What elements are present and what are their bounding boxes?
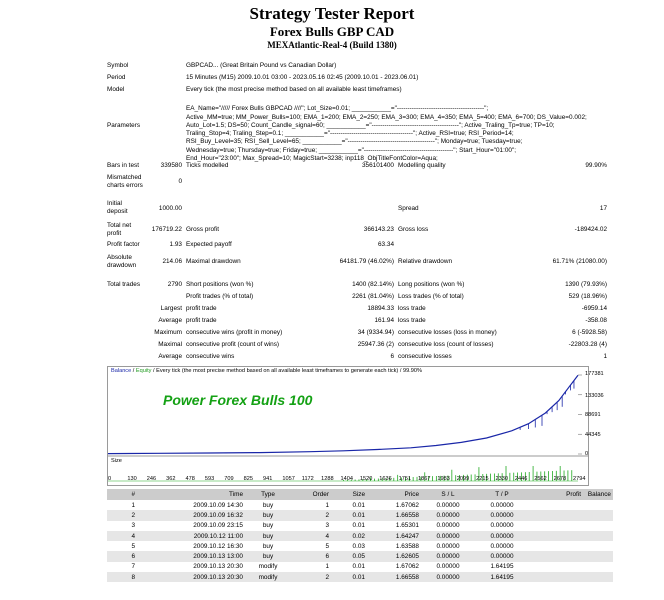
maximal-consec-loss-label: consecutive loss (count of losses)	[398, 341, 494, 348]
cell-size: 0.05	[331, 551, 367, 561]
cell-balance	[583, 541, 613, 551]
cell-time: 2009.10.13 20:30	[137, 572, 245, 582]
cell-size: 0.01	[352, 522, 365, 530]
x-tick-label: 1057	[282, 476, 295, 482]
profitfactor-label: Profit factor	[107, 241, 140, 248]
x-tick-label: 1520	[359, 476, 373, 482]
cell-balance	[583, 531, 613, 541]
parameters-line: Auto_Lot=1.5; DS=50; Count_Candle_signal=60; ___________="-----------------------------------------"; Active_Traling_Tp=true; TP=10;	[186, 121, 555, 129]
x-tick-label: 1751	[398, 476, 412, 482]
orders-table-body	[107, 500, 613, 582]
x-tick-label: 478	[185, 476, 195, 482]
col-header-type: Type	[245, 489, 291, 500]
parameters-value	[186, 97, 587, 172]
absdd-value: 214.06	[162, 258, 182, 265]
parameters-line: EA_Name="///// Forex Bulls GBPCAD ////"; Lot_Size=0.01; ___________="-----------------------------------------";	[186, 105, 489, 113]
average-loss-label: loss trade	[398, 317, 426, 324]
chart-legend	[111, 368, 422, 374]
deposit-value: 1000.00	[158, 205, 182, 212]
cell-tp: 1.64195	[475, 572, 529, 582]
table-row	[107, 541, 613, 551]
largest-profit-value: 18894.33	[367, 305, 394, 312]
mismatch-label-2: charts errors	[107, 182, 143, 189]
cell-price: 1.65301	[395, 522, 419, 530]
cell-sl: 0.00000	[436, 542, 460, 550]
reldd-label: Relative drawdown	[398, 258, 452, 265]
cell-order: 1	[325, 563, 329, 571]
cell-size: 0.02	[331, 531, 367, 541]
cell-profit	[529, 510, 583, 520]
cell-time: 2009.10.12 11:00	[137, 531, 245, 541]
x-tick-label: 1636	[379, 476, 392, 482]
col-header-sl: S / L	[421, 489, 475, 500]
cell-tp: 1.64195	[490, 563, 514, 571]
max-consec-losses-label: consecutive losses (loss in money)	[398, 329, 497, 336]
expectedpayoff-value: 63.34	[378, 241, 394, 248]
cell-sl: 0.00000	[421, 531, 475, 541]
mismatch-value: 0	[178, 178, 182, 185]
x-tick-label: 2446	[514, 476, 528, 482]
x-tick-label: 0	[108, 476, 112, 482]
size-label: Size	[111, 458, 122, 464]
cell-tp: 0.00000	[475, 531, 529, 541]
x-tick-label: 1288	[321, 476, 334, 482]
y-tick-label: 133036	[585, 393, 604, 399]
col-header-profit: Profit	[529, 489, 583, 500]
cell-price: 1.66558	[367, 572, 421, 582]
table-row	[107, 521, 613, 531]
profitfactor-value: 1.93	[169, 241, 182, 248]
period-value: 15 Minutes (M15) 2009.10.01 03:00 - 2023.05.16 02:45 (2009.10.01 - 2023.06.01)	[186, 74, 419, 81]
cell-balance	[583, 572, 613, 582]
x-tick-label: 2562	[534, 476, 547, 482]
x-tick-label: 2794	[573, 476, 586, 482]
largest-label: Largest	[160, 305, 182, 312]
maxdd-value: 64181.79 (46.02%)	[339, 258, 394, 265]
expectedpayoff-label: Expected payoff	[186, 241, 232, 248]
cell-profit	[529, 551, 583, 561]
model-value: Every tick (the most precise method based on all available least timeframes)	[186, 86, 402, 93]
y-tick-label: 88691	[585, 412, 601, 418]
cell-price: 1.67062	[395, 563, 419, 571]
table-row	[107, 510, 613, 520]
cell-type: buy	[262, 501, 274, 509]
cell-sl: 0.00000	[436, 522, 460, 530]
long-value: 1390 (79.93%)	[565, 281, 607, 288]
cell-sl: 0.00000	[421, 510, 475, 520]
average-loss-value: -358.08	[585, 317, 607, 324]
cell-price: 1.63588	[395, 542, 419, 550]
cell-sl: 0.00000	[436, 501, 460, 509]
netprofit-value: 176719.22	[151, 226, 182, 233]
symbol-value: GBPCAD... (Great Britain Pound vs Canadian Dollar)	[186, 62, 337, 69]
legend-separator: /	[131, 368, 136, 374]
cell-num: 3	[131, 522, 135, 530]
table-row	[107, 500, 613, 510]
cell-size: 0.01	[331, 510, 367, 520]
parameters-line: End_Hour="23:00"; Max_Spread=10; MagicStart=3238; inp118_ObjTitleFontColor=Aqua;	[186, 155, 438, 163]
cell-sl: 0.00000	[421, 551, 475, 561]
largest-profit-label: profit trade	[186, 305, 217, 312]
table-row	[107, 562, 613, 572]
x-tick-label: 362	[166, 476, 176, 482]
cell-price: 1.67062	[395, 501, 419, 509]
cell-time: 2009.10.09 23:15	[193, 522, 243, 530]
avg-consec-wins-value: 6	[390, 353, 394, 360]
largest-loss-label: loss trade	[398, 305, 426, 312]
cell-balance	[583, 521, 613, 531]
parameters-line: RSI_Buy_Level=35; RSI_Sell_Level=65; ___________="-----------------------------------------"; Monday=true; Tuesday=true;	[186, 138, 523, 146]
cell-order: 4	[291, 531, 331, 541]
col-header-size: Size	[331, 489, 367, 500]
maximal-consec-loss-value: -22803.28 (4)	[568, 341, 607, 348]
cell-profit	[529, 562, 583, 572]
cell-tp: 0.00000	[490, 542, 514, 550]
avg-consec-losses-value: 1	[603, 353, 607, 360]
report-subtitle: Forex Bulls GBP CAD	[269, 24, 395, 39]
cell-balance	[583, 551, 613, 561]
y-tick-label: 0	[585, 451, 589, 457]
legend-balance: Balance	[111, 368, 132, 374]
cell-order: 2	[291, 510, 331, 520]
cell-time: 2009.10.13 20:30	[193, 563, 243, 571]
cell-tp: 0.00000	[490, 522, 514, 530]
cell-type: buy	[245, 531, 291, 541]
cell-order: 3	[325, 522, 329, 530]
period-label: Period	[107, 74, 126, 81]
quality-value: 99.90%	[585, 162, 607, 169]
col-header-price: Price	[367, 489, 421, 500]
table-header-row	[107, 489, 613, 500]
col-header-num: #	[107, 489, 137, 500]
x-tick-label: 1404	[340, 476, 353, 482]
cell-profit	[529, 541, 583, 551]
maxdd-label: Maximal drawdown	[186, 258, 241, 265]
grossloss-value: -189424.02	[574, 226, 607, 233]
reldd-value: 61.71% (21080.00)	[552, 258, 607, 265]
col-header-order: Order	[291, 489, 331, 500]
y-tick-label: 44345	[585, 432, 601, 438]
cell-profit	[529, 521, 583, 531]
cell-type: buy	[262, 542, 274, 550]
x-tick-label: 941	[263, 476, 273, 482]
bars-label: Bars in test	[107, 162, 139, 169]
profittrades-value: 2261 (81.04%)	[352, 293, 394, 300]
cell-profit	[529, 572, 583, 582]
table-row	[107, 531, 613, 541]
x-tick-label: 1983	[437, 476, 450, 482]
balance-chart-svg	[108, 367, 588, 485]
cell-order: 6	[291, 551, 331, 561]
netprofit-label: Total net	[107, 222, 132, 229]
cell-time: 2009.10.09 16:32	[137, 510, 245, 520]
cell-balance	[583, 500, 613, 510]
cell-price: 1.64247	[367, 531, 421, 541]
cell-time: 2009.10.13 13:00	[137, 551, 245, 561]
parameters-label: Parameters	[107, 122, 141, 129]
largest-loss-value: -6959.14	[581, 305, 607, 312]
cell-num: 2	[107, 510, 137, 520]
average-label: Average	[158, 317, 182, 324]
parameters-line: Wednesday=true; Thursday=true; Friday=true; ___________="------------------------------------------"; Start_Hour="01:00";	[186, 146, 517, 154]
parameters-line: Active_MM=true; MM_Power_Bulls=100; EMA_1=200; EMA_2=250; EMA_3=300; EMA_4=350; EMA_5=400; EMA_6=700; DS_Value=0.002;	[186, 113, 587, 121]
cell-tp: 0.00000	[490, 501, 514, 509]
x-tick-label: 2678	[553, 476, 567, 482]
maximal-consec-profit-label: consecutive profit (count of wins)	[186, 341, 280, 348]
losstrades-value: 529 (18.96%)	[568, 293, 607, 300]
spread-label: Spread	[398, 205, 419, 212]
x-tick-label: 709	[224, 476, 234, 482]
quality-label: Modelling quality	[398, 162, 446, 169]
max-consec-wins-label: consecutive wins (profit in money)	[186, 329, 283, 336]
deposit-label: Initial	[107, 200, 122, 207]
cell-type: buy	[245, 510, 291, 520]
cell-order: 5	[325, 542, 329, 550]
cell-price: 1.62605	[367, 551, 421, 561]
cell-sl: 0.00000	[421, 572, 475, 582]
cell-order: 2	[291, 572, 331, 582]
cell-num: 8	[107, 572, 137, 582]
short-value: 1400 (82.14%)	[352, 281, 394, 288]
ticks-value: 356101400	[362, 162, 394, 169]
totaltrades-label: Total trades	[107, 281, 141, 288]
average-profit-label: profit trade	[186, 317, 217, 324]
balance-chart	[107, 366, 604, 486]
average2-label: Average	[158, 353, 182, 360]
average-profit-value: 161.94	[374, 317, 394, 324]
cell-time: 2009.10.12 16:30	[193, 542, 243, 550]
legend-equity: Equity	[135, 368, 152, 374]
x-tick-label: 825	[243, 476, 253, 482]
maximal-label: Maximal	[158, 341, 182, 348]
max-consec-wins-value: 34 (9334.94)	[357, 329, 394, 336]
cell-sl: 0.00000	[436, 563, 460, 571]
cell-num: 5	[131, 542, 135, 550]
long-label: Long positions (won %)	[398, 281, 465, 288]
totaltrades-value: 2790	[167, 281, 182, 288]
x-tick-label: 246	[146, 476, 157, 482]
cell-tp: 0.00000	[475, 551, 529, 561]
cell-size: 0.01	[352, 563, 365, 571]
cell-balance	[583, 562, 613, 572]
avg-consec-wins-label: consecutive wins	[186, 353, 235, 360]
absdd-label-2: drawdown	[107, 262, 137, 269]
x-tick-label: 2099	[456, 476, 470, 482]
short-label: Short positions (won %)	[186, 281, 254, 288]
y-tick-label: 177381	[585, 371, 604, 377]
avg-consec-losses-label: consecutive losses	[398, 353, 452, 360]
parameters-line: Traling_Stop=4; Traling_Step=0.1; ___________="---------------------------------------"; Active_RSI=true; RSI_Period=14;	[186, 130, 514, 138]
max-consec-losses-value: 6 (-5928.58)	[572, 329, 607, 336]
maximum-label: Maximum	[154, 329, 182, 336]
cell-num: 7	[131, 563, 135, 571]
losstrades-label: Loss trades (% of total)	[398, 293, 464, 300]
cell-type: modify	[258, 563, 278, 571]
ticks-label: Ticks modelled	[186, 162, 229, 169]
symbol-label: Symbol	[107, 62, 129, 69]
orders-table	[107, 489, 613, 582]
x-tick-label: 130	[127, 476, 137, 482]
cell-balance	[583, 510, 613, 520]
mismatch-label: Mismatched	[107, 174, 142, 181]
bars-value: 339580	[160, 162, 182, 169]
cell-size: 0.01	[352, 501, 365, 509]
col-header-time: Time	[137, 489, 245, 500]
server-build: MEXAtlantic-Real-4 (Build 1380)	[267, 40, 397, 50]
x-tick-label: 2330	[495, 476, 508, 482]
legend-description: / Every tick (the most precise method based on all available least timeframes to generate each tick) / 99.90%	[151, 368, 422, 374]
grossprofit-value: 366143.23	[363, 226, 394, 233]
col-header-tp: T / P	[475, 489, 529, 500]
profittrades-label: Profit trades (% of total)	[186, 293, 254, 300]
x-tick-label: 1867	[418, 476, 431, 482]
cell-num: 4	[107, 531, 137, 541]
cell-time: 2009.10.09 14:30	[193, 501, 243, 509]
report-title: Strategy Tester Report	[249, 4, 415, 23]
netprofit-label-2: profit	[107, 230, 122, 237]
x-tick-label: 2215	[476, 476, 489, 482]
col-header-balance: Balance	[583, 489, 613, 500]
cell-profit	[529, 531, 583, 541]
cell-profit	[529, 500, 583, 510]
grossloss-label: Gross loss	[398, 226, 429, 233]
cell-tp: 0.00000	[475, 510, 529, 520]
cell-order: 1	[325, 501, 329, 509]
deposit-label-2: deposit	[107, 208, 128, 215]
x-tick-label: 593	[204, 476, 215, 482]
maximal-consec-profit-value: 25947.36 (2)	[357, 341, 394, 348]
absdd-label: Absolute	[107, 254, 132, 261]
chart-overlay-title: Power Forex Bulls 100	[163, 392, 313, 408]
grossprofit-label: Gross profit	[186, 226, 220, 233]
table-row	[107, 551, 613, 561]
cell-price: 1.66558	[367, 510, 421, 520]
cell-type: buy	[245, 551, 291, 561]
cell-size: 0.03	[352, 542, 365, 550]
cell-num: 6	[107, 551, 137, 561]
balance-line	[108, 375, 578, 453]
table-row	[107, 572, 613, 582]
model-label: Model	[107, 86, 125, 93]
cell-num: 1	[131, 501, 135, 509]
cell-type: modify	[245, 572, 291, 582]
spread-value: 17	[599, 205, 607, 212]
x-tick-label: 1172	[301, 476, 314, 482]
cell-size: 0.01	[331, 572, 367, 582]
cell-type: buy	[262, 522, 274, 530]
